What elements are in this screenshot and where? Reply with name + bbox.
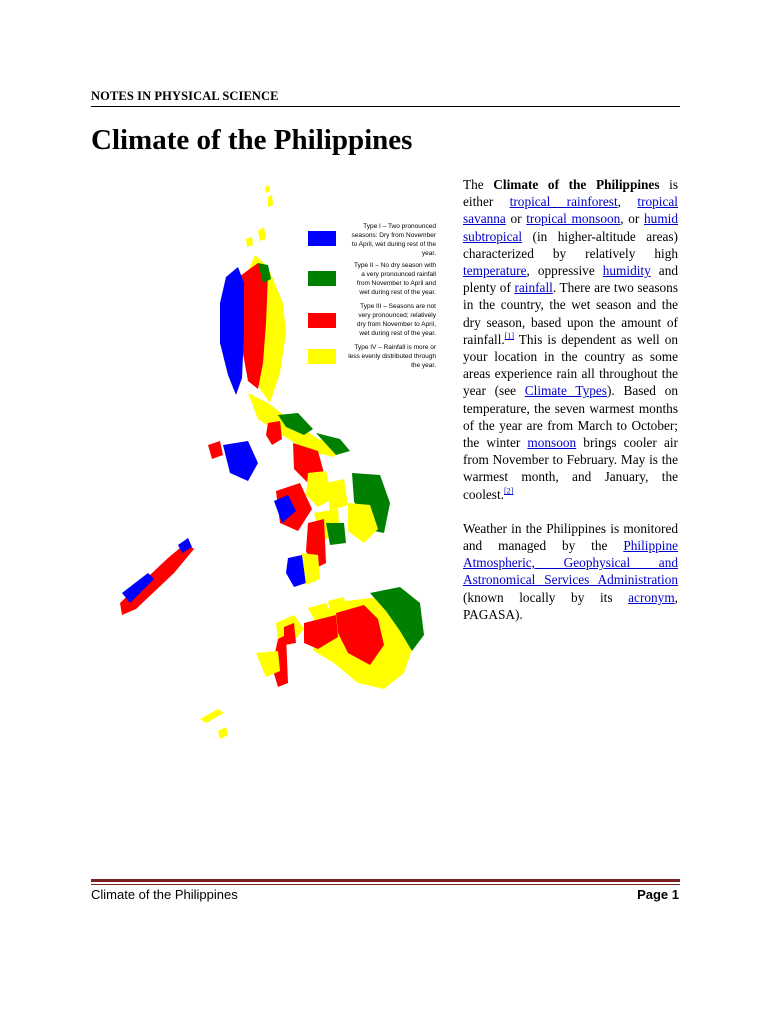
legend-type3-line1: Type III – Seasons are not xyxy=(360,303,436,310)
legend-type4-line1: Type IV – Rainfall is more or xyxy=(354,344,436,351)
legend-type3-line2: very pronounced; relatively xyxy=(358,312,436,319)
link-tropical-savanna[interactable]: tropical savanna xyxy=(463,194,678,227)
page-number: Page 1 xyxy=(637,887,679,902)
climate-map xyxy=(108,183,454,743)
link-monsoon[interactable]: monsoon xyxy=(527,435,577,451)
legend-type2-line4: wet during rest of the year. xyxy=(359,289,436,296)
bold-term: Climate of the Philippines xyxy=(493,177,660,192)
link-tropical-monsoon[interactable]: tropical monsoon xyxy=(526,211,621,227)
legend-type3-line4: wet during rest of the year. xyxy=(359,330,436,337)
reference-1-link[interactable]: [1] xyxy=(504,331,515,341)
legend-type1-line4: year. xyxy=(421,250,436,257)
footer-title: Climate of the Philippines xyxy=(91,887,238,902)
text-run: or xyxy=(505,211,527,227)
text-run: Weather in the Philippines is monitored and managed by the xyxy=(463,520,678,554)
legend-swatch-type2 xyxy=(308,271,336,286)
mindanao-island xyxy=(200,587,424,739)
legend-swatch-type1 xyxy=(308,231,336,246)
text-run: , PAGASA). xyxy=(463,589,678,622)
header-label: NOTES IN PHYSICAL SCIENCE xyxy=(91,89,279,103)
legend-type4-line2: less evenly distributed through xyxy=(348,353,436,360)
link-humid-subtropical[interactable]: humid subtropical xyxy=(463,211,678,244)
map-legend xyxy=(308,223,437,369)
page-title: Climate of the Philippines xyxy=(91,124,413,156)
legend-type1-line2: seasons: Dry from November xyxy=(351,232,436,239)
link-temperature[interactable]: temperature xyxy=(463,263,527,279)
northern-islets xyxy=(246,185,273,247)
legend-swatch-type3 xyxy=(308,313,336,328)
text-run: This is dependent as well on your location in the country as some areas experience rain all throughout the year (see xyxy=(463,331,678,399)
text-run: (in higher-altitude areas) characterized by relatively high xyxy=(463,228,678,261)
legend-type2-line2: a very pronounced rainfall xyxy=(361,271,436,278)
paragraph-pagasa xyxy=(463,520,678,623)
legend-type2-line3: from November to April and xyxy=(356,280,436,287)
legend-type3-line3: dry from November to April, xyxy=(356,321,436,328)
link-pagasa[interactable]: Philippine Atmospheric, Geophysical and Astronomical Services Administration xyxy=(463,538,678,588)
paragraph-intro xyxy=(463,176,678,503)
link-acronym[interactable]: acronym xyxy=(628,589,675,605)
link-climate-types[interactable]: Climate Types xyxy=(524,383,607,399)
visayas-islands xyxy=(120,421,390,615)
text-run: ). Based on temperature, the seven warmest months of the year are from March to October; the winter xyxy=(463,383,678,451)
text-run: , or xyxy=(620,211,645,227)
legend-type4-line3: the year. xyxy=(411,362,436,369)
legend-swatch-type4 xyxy=(308,349,336,364)
link-tropical-rainforest[interactable]: tropical rainforest xyxy=(509,194,618,210)
text-run: , xyxy=(617,194,638,210)
legend-type2-line1: Type II – No dry season with xyxy=(353,262,436,269)
link-rainfall[interactable]: rainfall xyxy=(514,280,553,296)
text-run: The xyxy=(463,177,494,192)
header-rule xyxy=(91,106,680,107)
text-run: and plenty of xyxy=(463,263,679,296)
link-humidity[interactable]: humidity xyxy=(602,263,651,279)
article-body xyxy=(463,176,678,640)
text-run: , oppressive xyxy=(526,263,603,279)
text-run: brings cooler air from November to February. May is the warmest month, and January, the coolest. xyxy=(463,435,678,502)
footer-rule xyxy=(91,879,680,882)
text-run: (known locally by its xyxy=(463,589,629,605)
text-run: . There are two seasons in the country, the wet season and the dry season, based upon the amount of rainfall. xyxy=(463,280,679,347)
text-run: is either xyxy=(463,177,678,210)
legend-type1-line1: Type I – Two pronounced xyxy=(363,223,436,230)
legend-type1-line3: to April, wet during rest of the xyxy=(351,241,436,248)
footer-rule-thin xyxy=(91,884,680,885)
reference-2-link[interactable]: [2] xyxy=(504,486,514,496)
